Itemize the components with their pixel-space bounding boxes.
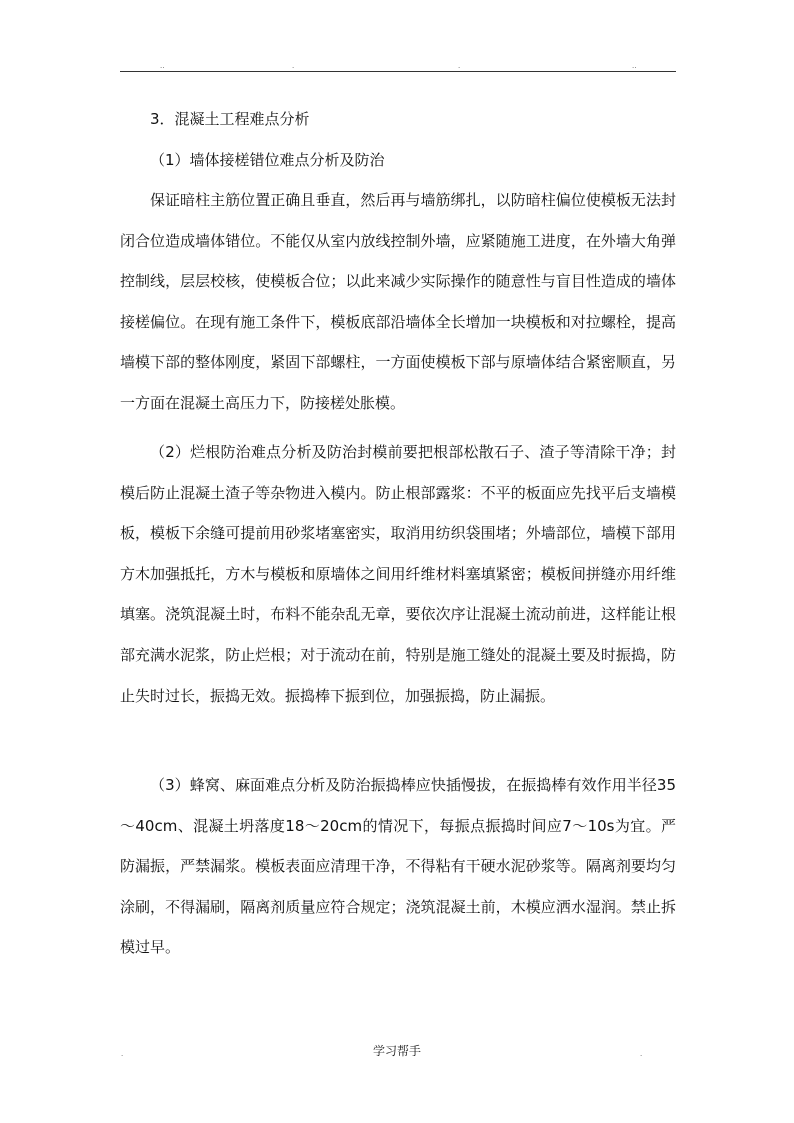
subsection-title: （1）墙体接槎错位难点分析及防治 [150, 151, 385, 169]
paragraph-3: （3）蜂窝、麻面难点分析及防治振捣棒应快插慢拔，在振捣棒有效作用半径35～40cm、混凝土坍落度18～20cm的情况下，每振点振捣时间应7～10s为宜。严防漏振，严禁漏浆。模板表面应清理干净，不得粘有干硬水泥砂浆等。隔离剂要均匀涂刷，不得漏刷，隔离剂质量应符合规定；浇筑混凝土前，木模应洒水湿润。禁止拆模过早。 [120, 776, 676, 957]
header-mark-1: .. [160, 62, 165, 70]
header-mark-2: . [292, 62, 295, 70]
footer-label: 学习帮手 [372, 1044, 421, 1058]
header-rule [120, 71, 676, 72]
footer-mark-left: . [121, 1050, 124, 1058]
section-title: 3．混凝土工程难点分析 [150, 110, 310, 128]
paragraph-1: 保证暗柱主筋位置正确且垂直，然后再与墙筋绑扎，以防暗柱偏位使模板无法封闭合位造成墙体错位。不能仅从室内放线控制外墙，应紧随施工进度，在外墙大角弹控制线，层层校核，使模板合位；以此来减少实际操作的随意性与盲目性造成的墙体接槎偏位。在现有施工条件下，模板底部沿墙体全长增加一块模板和对拉螺栓，提高墙模下部的整体刚度，紧固下部螺柱，一方面使模板下部与原墙体结合紧密顺直，另一方面在混凝土高压力下，防接槎处胀模。 [120, 191, 676, 412]
paragraph-2: （2）烂根防治难点分析及防治封模前要把根部松散石子、渣子等清除干净；封模后防止混凝土渣子等杂物进入模内。防止根部露浆：不平的板面应先找平后支墙模板，模板下余缝可提前用砂浆堵塞密实，取消用纺织袋围堵；外墙部位，墙模下部用方木加强抵托，方木与模板和原墙体之间用纤维材料塞填紧密；模板间拼缝亦用纤维填塞。浇筑混凝土时，布料不能杂乱无章，要依次序让混凝土流动前进，这样能让根部充满水泥浆，防止烂根；对于流动在前，特别是施工缝处的混凝土要及时振捣，防止失时过长，振捣无效。振捣棒下振到位，加强振捣，防止漏振。 [120, 443, 676, 705]
header-mark-3: . [458, 62, 461, 70]
footer-mark-right: . [640, 1050, 643, 1058]
header-mark-4: .. [632, 62, 637, 70]
